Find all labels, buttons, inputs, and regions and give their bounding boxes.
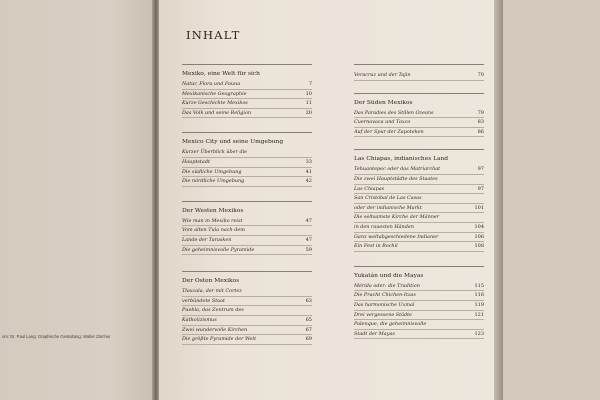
toc-entry <box>182 326 312 336</box>
toc-entry <box>182 236 312 246</box>
section-heading: Las Chiapas, indianisches Land <box>354 156 449 163</box>
toc-entry-page: 67 <box>305 326 312 333</box>
toc-entry <box>182 168 312 178</box>
toc-entry-page: 7 <box>308 81 312 87</box>
toc-entry-page: 123 <box>474 330 484 337</box>
section-rule <box>354 266 484 267</box>
toc-entry-title: Ganz weltabgeschiedene Indianer <box>354 233 439 240</box>
toc-entry-title: Palenque, die geheimnisvolle <box>354 321 427 328</box>
toc-entry-title: San Cristóbal de Las Casas <box>354 195 422 202</box>
toc-entry-page: 121 <box>474 311 484 318</box>
toc-entry-title: Auf der Spur der Zapoteken <box>354 128 424 135</box>
toc-entry <box>182 306 312 316</box>
toc-entry-title: Stadt der Mayas <box>354 330 395 337</box>
toc-entry-page: 59 <box>305 246 312 253</box>
section-heading: Der Westen Mexikos <box>182 207 244 214</box>
toc-entry-title: Kurze Geschichte Mexikos <box>182 100 248 107</box>
toc-entry-title: Die geheimnisvolle Pyramide <box>182 246 255 253</box>
toc-column-left <box>182 64 312 345</box>
toc-section <box>354 93 484 138</box>
toc-section <box>182 64 312 118</box>
background-surface <box>503 0 600 400</box>
toc-entry <box>354 128 484 138</box>
toc-title: INHALT <box>186 28 241 42</box>
toc-entry-title: Die nördliche Umgebung <box>182 178 245 185</box>
toc-entry-title: Das Paradies des Stillen Ozeans <box>354 109 434 116</box>
toc-entry <box>182 316 312 326</box>
toc-entry-page: 119 <box>474 301 484 308</box>
toc-entry-title: Die südliche Umgebung <box>182 168 242 175</box>
toc-entry <box>182 335 312 345</box>
section-heading: Der Osten Mexikos <box>182 278 240 285</box>
toc-entry-page: 108 <box>474 243 484 250</box>
section-heading: Der Süden Mexikos <box>354 99 413 106</box>
section-rule <box>354 93 484 94</box>
section-rule <box>182 132 312 133</box>
toc-entry-title: Das harmonische Uxmal <box>354 301 415 308</box>
toc-entry <box>354 109 484 119</box>
toc-entry-title: Katholizismus <box>182 316 217 323</box>
toc-entry-title: oder der indianische Markt <box>354 204 422 211</box>
toc-entry-title: Das Volk und seine Religion <box>182 109 252 116</box>
toc-section <box>354 64 484 81</box>
toc-entry-page: 47 <box>305 217 312 224</box>
toc-entry-page: 11 <box>305 100 312 107</box>
toc-entry <box>354 194 484 204</box>
toc-entry <box>354 204 484 214</box>
toc-section <box>354 149 484 251</box>
toc-entry-title: Tehuantepec oder das Matriarchat <box>354 166 441 173</box>
toc-entry <box>182 90 312 100</box>
toc-entry-title: Lande der Tarasken <box>182 236 232 243</box>
toc-entry-title: Wie man in Mexiko reist <box>182 217 243 224</box>
toc-entry-title: Natur, Flora und Fauna <box>182 81 241 87</box>
toc-entry-page: 10 <box>305 90 312 97</box>
toc-entry-page: 97 <box>477 185 484 192</box>
toc-entry-page: 83 <box>477 119 484 126</box>
toc-entry-page: 101 <box>474 204 484 211</box>
page-edge <box>494 0 503 400</box>
toc-entry-page: 97 <box>477 166 484 173</box>
toc-entry-title: Die zwei Hauptstädte des Staates <box>354 175 438 182</box>
toc-entry-title: Vom alten Tula nach dem <box>182 227 245 234</box>
toc-entry-title: Veracruz und der Tajin <box>354 72 411 78</box>
toc-entry <box>354 185 484 195</box>
section-rule <box>182 271 312 272</box>
toc-entry-title: Mexikanische Geographie <box>182 90 247 97</box>
toc-entry <box>182 148 312 158</box>
toc-entry <box>354 165 484 175</box>
toc-entry-title: Cuernavaca und Taxco <box>354 119 411 126</box>
toc-entry-title: Die größte Pyramide der Welt <box>182 336 257 343</box>
toc-entry <box>182 80 312 90</box>
toc-entry-title: verbündete Staat <box>182 297 225 304</box>
toc-entry-page: 33 <box>305 158 312 165</box>
toc-entry <box>354 242 484 252</box>
toc-entry <box>354 71 484 81</box>
toc-entry <box>354 291 484 301</box>
section-rule <box>182 201 312 202</box>
toc-section <box>182 201 312 255</box>
toc-entry <box>182 177 312 187</box>
toc-entry-page: 41 <box>305 168 312 175</box>
toc-entry-page: 86 <box>477 128 484 135</box>
toc-entry-page: 65 <box>305 316 312 323</box>
toc-column-right <box>354 64 484 339</box>
section-heading: Yukatán und die Mayas <box>354 272 424 279</box>
toc-entry-page: 47 <box>305 236 312 243</box>
section-heading: Mexiko, eine Welt für sich <box>182 71 260 77</box>
toc-section <box>354 266 484 340</box>
section-heading: Mexico City und seine Umgebung <box>182 139 284 146</box>
toc-section <box>182 132 312 186</box>
section-rule <box>182 64 312 65</box>
toc-entry <box>354 311 484 321</box>
toc-entry-title: Las Chiapas <box>354 185 385 192</box>
section-rule <box>354 64 484 65</box>
toc-entry-title: Die seltsamste Kirche der Männer <box>354 214 440 221</box>
toc-entry-page: 42 <box>305 178 312 185</box>
toc-entry-title: Ein Fest in Bochil <box>354 243 398 250</box>
toc-entry <box>182 226 312 236</box>
toc-entry <box>354 282 484 292</box>
left-page <box>0 0 156 400</box>
toc-entry-page: 63 <box>305 297 312 304</box>
toc-entry <box>354 118 484 128</box>
toc-entry-title: Kurzer Überblick über die <box>182 149 248 156</box>
toc-entry-title: Zwei wundervolle Kirchen <box>182 326 248 333</box>
toc-entry <box>182 99 312 109</box>
toc-entry-title: Die Pracht Chichen-Itzas <box>354 292 416 299</box>
toc-entry-page: 116 <box>474 292 484 299</box>
toc-entry-title: Drei vergessene Städte <box>354 311 413 318</box>
toc-entry-title: Puebla, das Zentrum des <box>182 307 244 314</box>
toc-entry <box>182 246 312 256</box>
toc-entry <box>182 217 312 227</box>
toc-entry <box>182 109 312 119</box>
toc-entry-title: Mérida oder: die Tradition <box>354 282 420 289</box>
toc-entry <box>354 175 484 185</box>
credit-text: om: Dr. Paul Lang; Graphische Gestaltung: Walter Zürcher <box>2 334 111 339</box>
toc-entry-page: 79 <box>477 109 484 116</box>
toc-entry-page: 115 <box>474 282 484 289</box>
toc-entry-page: 20 <box>305 109 312 116</box>
toc-entry-title: Hauptstadt <box>182 158 210 165</box>
toc-entry <box>354 330 484 340</box>
toc-entry <box>354 301 484 311</box>
toc-entry-page: 70 <box>477 72 484 78</box>
toc-entry <box>354 213 484 223</box>
toc-section <box>182 271 312 345</box>
toc-entry <box>182 158 312 168</box>
toc-entry <box>354 320 484 330</box>
toc-entry <box>354 223 484 233</box>
toc-entry <box>182 287 312 297</box>
toc-entry-page: 106 <box>474 233 484 240</box>
toc-entry <box>354 233 484 243</box>
toc-entry-page: 69 <box>305 336 312 343</box>
toc-entry-title: in den rauesten Händen <box>354 223 414 230</box>
toc-entry <box>182 297 312 307</box>
section-rule <box>354 149 484 150</box>
toc-entry-title: Tlaxcala, der mit Cortez <box>182 288 242 295</box>
toc-entry-page: 104 <box>474 223 484 230</box>
